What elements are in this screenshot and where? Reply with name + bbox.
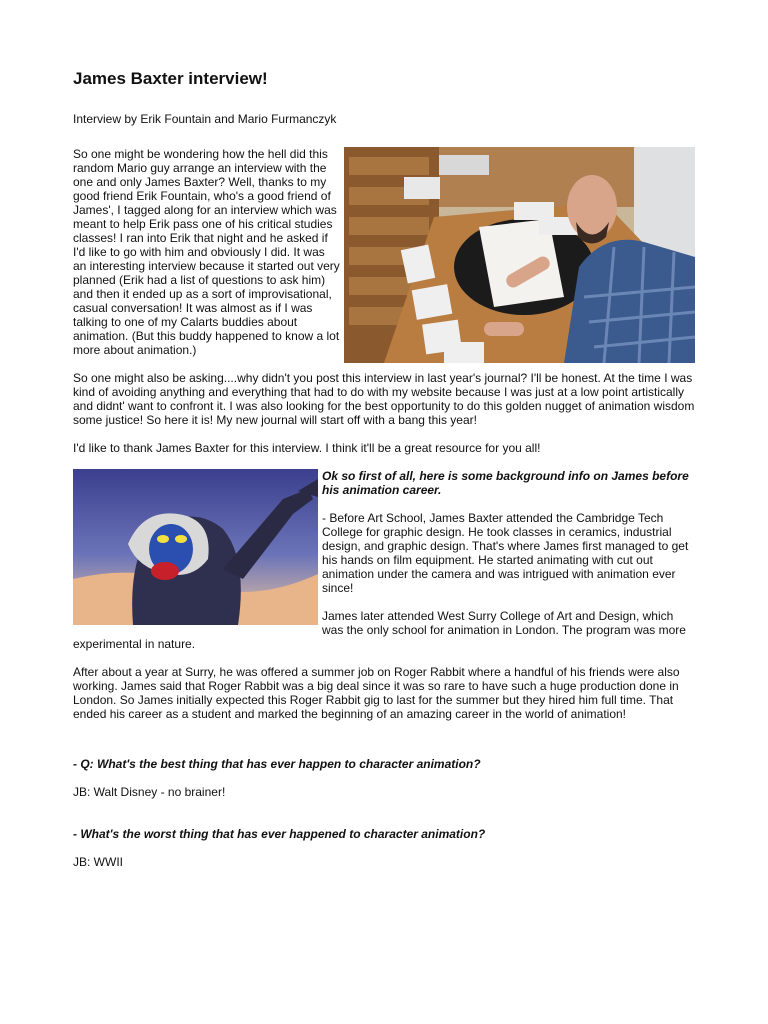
background-paragraph-1: - Before Art School, James Baxter attended the Cambridge Tech College for graphic design. He took classes in ceramics, industrial design, and graphic design. That's where James first managed to get his hands on film equipment. He started animating with cut out animation under the camera and was intrigued with animation ever since! <box>322 511 689 595</box>
page-title: James Baxter interview! <box>73 69 268 88</box>
background-paragraph-3: After about a year at Surry, he was offered a summer job on Roger Rabbit where a handful of his friends were also working. James said that Roger Rabbit was a big deal since it was so rare to have such a huge production done in London. So James initially expected this Roger Rabbit gig to last for the summer but they hired him full time. That ended his career as a student and marked the beginning of an amazing career in the world of animation! <box>73 665 680 721</box>
intro-paragraph-1: So one might be wondering how the hell did this random Mario guy arrange an interview with the one and only James Baxter? Well, thanks to my good friend Erik Fountain, who's a good friend of James', I tagged along for an interview which was meant to help Erik pass one of his critical studies classes! I ran into Erik that night and he asked if I'd like to go with him and obviously I did. It was an interesting interview because it started out very planned (Erik had a list of questions to ask him) and then it ended up as a sort of improvisational, casual conversation! It was almost as if I was talking to one of my Calarts buddies about animation. (But this buddy happened to know a lot more about animation.) <box>73 147 340 357</box>
qa-section <box>73 757 695 869</box>
answer-1: JB: Walt Disney - no brainer! <box>73 785 226 799</box>
intro-paragraph-3: I'd like to thank James Baxter for this interview. I think it'll be a great resource for you all! <box>73 441 541 455</box>
byline: Interview by Erik Fountain and Mario Furmanczyk <box>73 112 337 126</box>
intro-section <box>73 147 695 455</box>
background-heading: Ok so first of all, here is some background info on James before his animation career. <box>322 469 689 497</box>
answer-2: JB: WWII <box>73 855 123 869</box>
photo-animator-at-desk <box>344 147 695 363</box>
article <box>73 60 695 869</box>
intro-paragraph-2: So one might also be asking....why didn't you post this interview in last year's journal? I'll be honest. At the time I was kind of avoiding anything and everything that had to do with my website because I was just at a low point artistically and didnt' want to confront it. I was also looking for the best opportunity to do this golden nugget of animation wisdom some justice! So here it is! My new journal will start off with a bang this year! <box>73 371 695 427</box>
background-section <box>73 469 695 721</box>
question-1: - Q: What's the best thing that has ever happen to character animation? <box>73 757 481 771</box>
question-2: - What's the worst thing that has ever happened to character animation? <box>73 827 486 841</box>
background-paragraph-2: James later attended West Surry College of Art and Design, which was the only school for animation in London. The program was more experimental in nature. <box>73 609 686 651</box>
image-rafiki <box>73 469 318 625</box>
